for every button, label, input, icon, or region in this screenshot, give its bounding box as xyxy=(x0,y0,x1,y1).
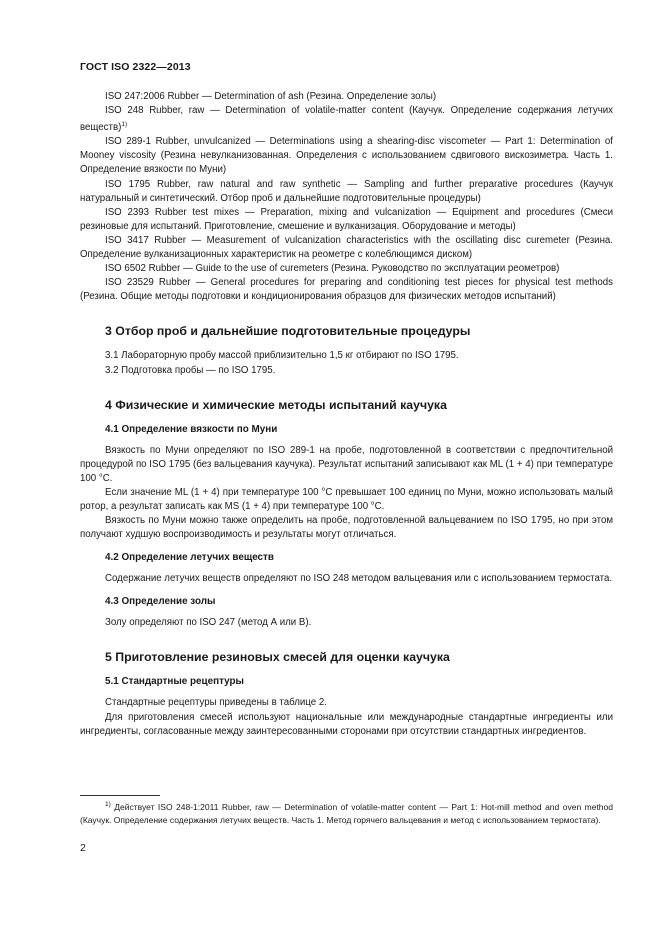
ref-iso-248-text: ISO 248 Rubber, raw — Determination of volatile-matter content (Каучук. Определение содержания летучих веществ) xyxy=(80,105,613,134)
ref-iso-248 xyxy=(80,104,613,135)
ref-iso-2393: ISO 2393 Rubber test mixes — Preparation, mixing and vulcanization — Equipment and procedures (Смеси резиновые для испытаний. Приготовление, смешение и вулканизация. Оборудование и методы) xyxy=(80,206,613,232)
clause-5-1-heading: 5.1 Стандартные рецептуры xyxy=(105,676,244,688)
ref-iso-23529: ISO 23529 Rubber — General procedures for preparing and conditioning test pieces for physical test methods (Резина. Общие методы подготовки и кондиционирования образцов для физических методов испытаний) xyxy=(80,277,613,303)
ref-iso-6502: ISO 6502 Rubber — Guide to the use of curemeters (Резина. Руководство по эксплуатации реометров) xyxy=(105,263,560,275)
clause-4-1-para-2: Если значение ML (1 + 4) при температуре 100 °С превышает 100 единиц по Муни, можно использовать малый ротор, а результат записать как MS (1 + 4) при температуре 100 °С. xyxy=(80,486,613,512)
clause-5-1-para-2: Для приготовления смесей используют национальные или международные стандартные ингредиенты или ингредиенты, согласованные между заинтересованными сторонами при отсутствии стандартных ингредиентов. xyxy=(80,711,613,737)
running-header: ГОСТ ISO 2322—2013 xyxy=(80,61,191,73)
ref-iso-3417: ISO 3417 Rubber — Measurement of vulcanization characteristics with the oscillating disc curemeter (Резина. Определение вулканизационных характеристик на реометре с колеблющимся диском) xyxy=(80,234,613,261)
page-number: 2 xyxy=(80,842,86,854)
page-body xyxy=(80,90,613,739)
clause-4-2-heading: 4.2 Определение летучих веществ xyxy=(105,552,274,564)
ref-iso-1795: ISO 1795 Rubber, raw natural and raw synthetic — Sampling and further preparative procedures (Каучук натуральный и синтетический. Отбор проб и дальнейшие подготовительные процедуры) xyxy=(80,178,613,204)
section-3-heading: 3 Отбор проб и дальнейшие подготовительные процедуры xyxy=(105,324,471,339)
clause-4-3-heading: 4.3 Определение золы xyxy=(105,596,216,608)
clause-4-1-para-1: Вязкость по Муни определяют по ISO 289-1 на пробе, подготовленной в соответствии с предпочтительной процедурой по ISO 1795 (без вальцевания каучука). Результат испытаний записывают как ML (1 + 4) при температуре 100 °С. xyxy=(80,444,613,484)
clause-4-1-heading: 4.1 Определение вязкости по Муни xyxy=(105,423,278,435)
footnote-text: Действует ISO 248-1:2011 Rubber, raw — Determination of volatile-matter content — Part 1: Hot-mill method and oven method (Каучук. Определение содержания летучих веществ. Часть 1. Метод горячего вальцевания и метод с использованием термостата). xyxy=(80,802,613,825)
footnote-marker: 1) xyxy=(105,801,111,808)
clause-5-1-para-1: Стандартные рецептуры приведены в таблице 2. xyxy=(105,697,327,709)
clause-4-3-para: Золу определяют по ISO 247 (метод А или В). xyxy=(105,617,312,629)
footnote-marker-ref[interactable]: 1) xyxy=(121,121,128,129)
clause-4-2-para: Содержание летучих веществ определяют по ISO 248 методом вальцевания или с использованием термостата. xyxy=(105,573,613,585)
footnote xyxy=(80,799,613,826)
ref-iso-289-1: ISO 289-1 Rubber, unvulcanized — Determinations using a shearing-disc viscometer — Part 1: Determination of Mooney viscosity (Резина невулканизованная. Определения с использованием сдвигового вискозиметра. Часть 1. Определение вязкости по Муни) xyxy=(80,136,613,176)
footnote-divider xyxy=(80,795,160,796)
section-5-heading: 5 Приготовление резиновых смесей для оценки каучука xyxy=(105,650,450,665)
clause-3-1: 3.1 Лабораторную пробу массой приблизительно 1,5 кг отбирают по ISO 1795. xyxy=(105,350,459,362)
clause-3-2: 3.2 Подготовка пробы — по ISO 1795. xyxy=(105,364,276,376)
ref-iso-247: ISO 247:2006 Rubber — Determination of ash (Резина. Определение золы) xyxy=(105,91,437,102)
section-4-heading: 4 Физические и химические методы испытаний каучука xyxy=(105,397,447,412)
clause-4-1-para-3: Вязкость по Муни можно также определить на пробе, подготовленной вальцеванием по ISO 1795, но при этом получают худшую воспроизводимость и результаты могут отличаться. xyxy=(80,515,613,541)
